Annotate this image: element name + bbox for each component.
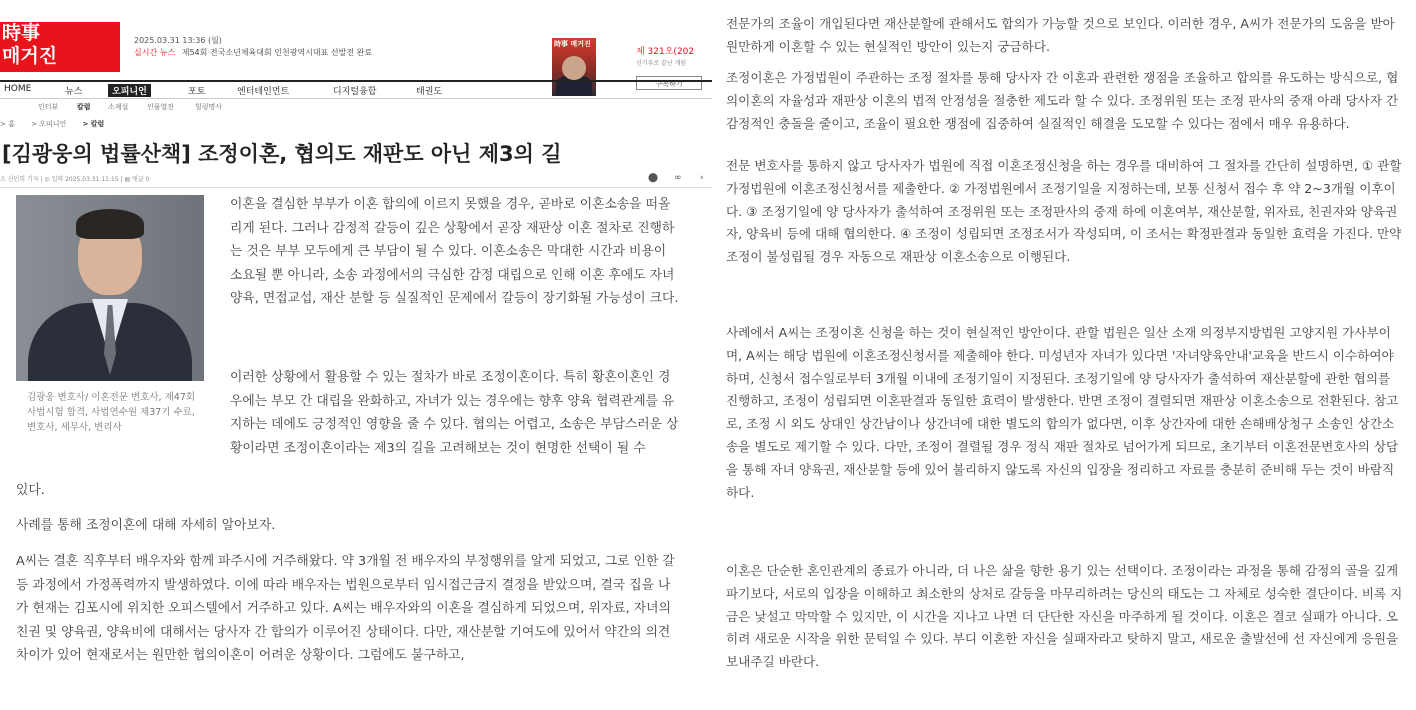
nav-opinion[interactable]: 오피니언	[108, 84, 151, 97]
article-paragraph-9: 이혼은 단순한 혼인관계의 종료가 아니라, 더 나은 삶을 향한 용기 있는 선택이다. 조정이라는 과정을 통해 감정의 골을 깊게 파기보다, 서로의 입장을 이해하고 최소한의 상처로 갈등을 마무리하려는 당신의 태도는 그 자체로 성숙한 결단이다. 비록 지금은 낯설고 막막할 수 있지만, 이 시간을 지나고 나면 더 단단한 자신을 마주하게 될 것이다. 이혼은 결코 실패가 아니다. 오히려 새로운 시작을 위한 문턱일 수 있다. 부디 이혼한 자신을 실패자라고 탓하지 말고, 새로운 출발선에 선 자신에게 응원을 보내주길 바란다.	[726, 563, 1403, 670]
article-paragraph-8: 사례에서 A씨는 조정이혼 신청을 하는 것이 현실적인 방안이다. 관할 법원은 일산 소재 의정부지방법원 고양지원 가사부이며, A씨는 해당 법원에 이혼조정신청서를 제출해야 한다. 미성년자 자녀가 있다면 '자녀양육안내'교육을 반드시 이수하여야 하며, 신청서 접수일로부터 3개월 이내에 조정기일이 지정된다. 조정기일에 양 당사자가 출석하여 재산분할에 관한 협의를 진행하고, 조정이 성립되면 이혼판결과 동일한 효력이 발생한다. 반면 조정이 결렬되면 재판상 이혼소송으로 전환된다. 참고로, 조정 시 외도 상대인 상간남이나 상간녀에 대한 별도의 합의가 없다면, 이후 상간자에 대한 손해배상청구 소송인 상간소송을 별도로 제기할 수 있다. 다만, 조정이 결렬될 경우 정식 재판 절차로 넘어가게 되므로, 초기부터 이혼전문변호사의 상담을 통해 자녀 양육권, 재산분할 등에 있어 불리하지 않도록 자신의 입장을 정리하고 자료를 충분히 준비해 두는 것이 바람직하다.	[726, 325, 1399, 500]
article-paragraph-3: 사례를 통해 조정이혼에 대해 자세히 알아보자.	[16, 518, 276, 533]
photo-caption: 김광웅 변호사/ 이혼전문 변호사, 제47회 사법시험 합격, 사법연수원 제37기 수료, 변호사, 세무사, 변리사	[27, 392, 196, 433]
meta-divider	[0, 187, 712, 188]
subnav-column[interactable]: 칼럼	[77, 103, 91, 111]
right-page	[712, 0, 1416, 710]
breadcrumb-current[interactable]: > 칼럼	[82, 120, 105, 128]
subscribe-button[interactable]: 구독하기	[636, 76, 702, 90]
more-icon[interactable]: ›	[700, 173, 704, 183]
link-icon[interactable]: ∞	[674, 173, 682, 183]
logo-line2: 매거진	[2, 45, 58, 67]
logo-line1: 時事	[2, 22, 41, 44]
nav-taekwondo[interactable]: 태권도	[416, 87, 443, 97]
article-paragraph-5: 전문가의 조율이 개입된다면 재산분할에 관해서도 합의가 가능할 것으로 보인다. 이러한 경우, A씨가 전문가의 도움을 받아 원만하게 이혼할 수 있는 현실적인 방안이 있는지 궁금하다.	[726, 16, 1395, 54]
photo-hair	[76, 209, 144, 239]
breadcrumb-home[interactable]: > 홈	[0, 120, 15, 128]
article-headline: [김광웅의 법률산책] 조정이혼, 협의도 재판도 아닌 제3의 길	[2, 142, 562, 166]
nav-home[interactable]: HOME	[4, 84, 32, 94]
cover-title: 時事 매거진	[554, 40, 591, 48]
nav-news[interactable]: 뉴스	[65, 87, 83, 97]
article-paragraph-2-tail: 있다.	[16, 483, 45, 498]
share-icon[interactable]: ⬤	[648, 173, 659, 183]
article-meta: 소 신인희 기자 | ◎ 입력 2025.03.31 11:15 | ▤ 댓글 0	[0, 176, 150, 183]
subnav-people[interactable]: 인물열전	[147, 103, 175, 111]
subnav-healing[interactable]: 힐링명사	[195, 103, 223, 111]
breadcrumb	[0, 119, 104, 129]
article-paragraph-1: 이혼을 결심한 부부가 이혼 합의에 이르지 못했을 경우, 곧바로 이혼소송을 떠올리게 된다. 그러나 감정적 갈등이 깊은 상황에서 곧장 재판상 이혼 절차로 진행하는 것은 부부 모두에게 큰 부담이 될 수 있다. 이혼소송은 막대한 시간과 비용이 소요될 뿐 아니라, 소송 과정에서의 극심한 감정 대립으로 인해 이혼 후에도 자녀 양육, 면접교섭, 재산 분할 등 실질적인 문제에서 갈등이 장기화될 가능성이 크다.	[230, 197, 679, 306]
nav-photo[interactable]: 포토	[188, 87, 206, 97]
site-logo[interactable]	[0, 22, 120, 72]
ticker-label: 실시간 뉴스	[134, 48, 176, 57]
ticker-text[interactable]: 제54회 전국소년체육대회 인천광역시대표 선발전 완료	[181, 48, 373, 57]
news-ticker[interactable]	[134, 47, 372, 58]
issue-number[interactable]: 제 321오(202	[636, 47, 695, 57]
article-paragraph-4: A씨는 결혼 직후부터 배우자와 함께 파주시에 거주해왔다. 약 3개월 전 배우자의 부정행위를 알게 되었고, 그로 인한 갈등 과정에서 가정폭력까지 발생하였다. 이에 따라 배우자는 법원으로부터 임시접근금지 결정을 받았으며, 결국 집을 나가 현재는 김포시에 위치한 오피스텔에서 거주하고 있다. A씨는 배우자와의 이혼을 결심하게 되었으며, 위자료, 자녀의 친권 및 양육권, 양육비에 대해서는 당사자 간 합의가 이루어진 상태이다. 다만, 재산분할 기여도에 있어서 약간의 의견 차이가 있어 현재로서는 원만한 협의이혼이 어려운 상황이다. 그럼에도 불구하고,	[16, 554, 675, 663]
author-photo	[16, 195, 204, 381]
breadcrumb-section[interactable]: > 오피니언	[31, 120, 67, 128]
main-nav	[0, 80, 712, 99]
issue-subtitle: 신기루로 끝난 개원	[636, 60, 687, 67]
current-date: 2025.03.31 13:36 (월)	[134, 36, 222, 45]
cover-figure-face	[562, 56, 586, 80]
subnav-interview[interactable]: 인터뷰	[38, 103, 59, 111]
subnav-novel[interactable]: 소재설	[108, 103, 129, 111]
article-paragraph-7: 전문 변호사를 통하지 않고 당사자가 법원에 직접 이혼조정신청을 하는 경우를 대비하여 그 절차를 간단히 설명하면, ① 관할 가정법원에 이혼조정신청서를 제출한다. ② 가정법원에서 조정기일을 지정하는데, 보통 신청서 접수 후 약 2~3개월 이후이다. ③ 조정기일에 양 당사자가 출석하여 조정위원 또는 조정판사의 중재 하에 이혼여부, 재산분할, 위자료, 친권자와 양육권자, 양육비 등에 대해 협의한다. ④ 조정이 성립되면 조정조서가 작성되며, 이 조서는 확정판결과 동일한 효력을 가진다. 만약 조정이 불성립될 경우 자동으로 재판상 이혼소송으로 이행된다.	[726, 158, 1402, 265]
article-paragraph-6: 조정이혼은 가정법원이 주관하는 조정 절차를 통해 당사자 간 이혼과 관련한 쟁점을 조율하고 합의를 유도하는 방식으로, 협의이혼의 자율성과 재판상 이혼의 법적 안정성을 절충한 제도라 할 수 있다. 조정위원 또는 조정 판사의 중재 아래 당사자 간 감정적인 충돌을 줄이고, 조율이 필요한 쟁점에 집중하여 실질적인 해결을 도모할 수 있다는 점에서 매우 유용하다.	[726, 70, 1399, 131]
nav-entertainment[interactable]: 엔터테인먼트	[237, 87, 290, 97]
nav-digital[interactable]: 디지털융합	[333, 87, 377, 97]
article-paragraph-2: 이러한 상황에서 활용할 수 있는 절차가 바로 조정이혼이다. 특히 황혼이혼인 경우에는 부모 간 대립을 완화하고, 자녀가 있는 경우에는 향후 양육 협력관계를 유지하는 데에도 긍정적인 영향을 줄 수 있다. 협의는 어렵고, 소송은 부담스러운 상황이라면 조정이혼이라는 제3의 길을 고려해보는 것이 현명한 선택이 될 수	[230, 370, 679, 456]
